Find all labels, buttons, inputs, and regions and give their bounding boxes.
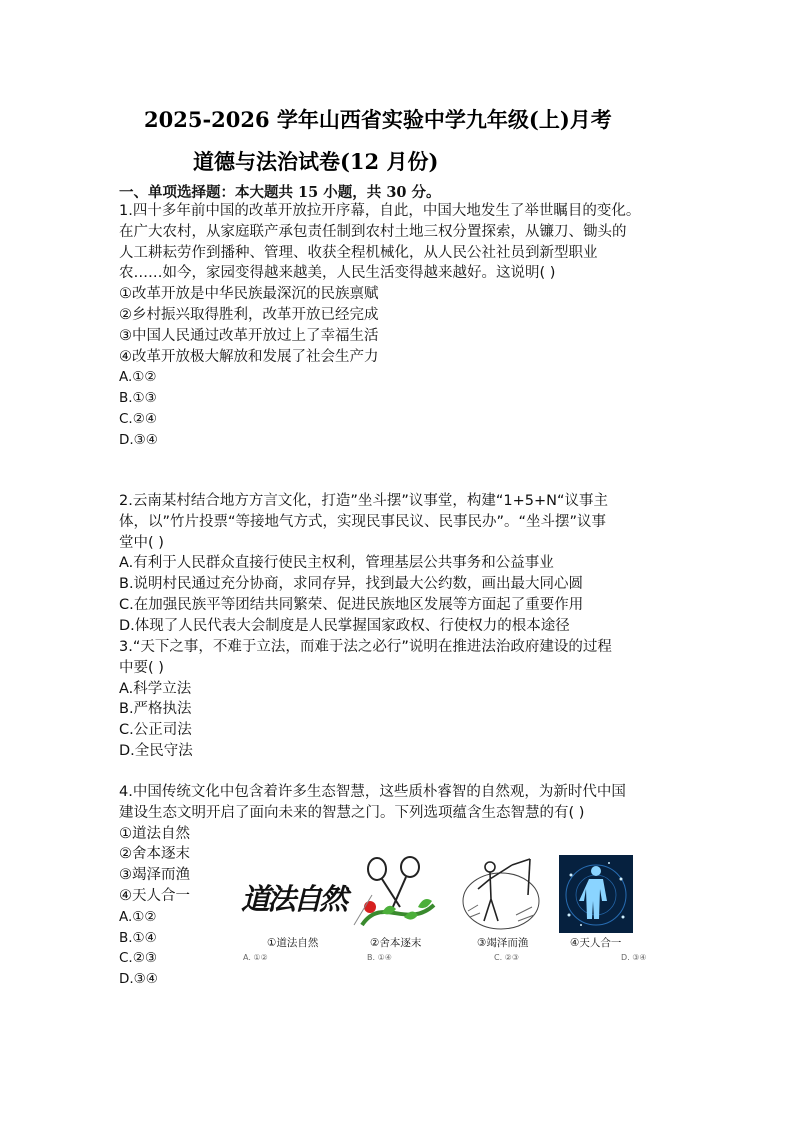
- statement-3: ③中国人民通过改革开放过上了幸福生活: [119, 327, 379, 344]
- question-text-line: 体，以”竹片投票“等接地气方式，实现民事民议、民事民办”。“坐斗摆”议事: [119, 513, 607, 530]
- option-b: B.①③: [119, 390, 157, 407]
- statement-4: ④天人合一: [119, 887, 190, 904]
- option-d: D.③④: [119, 431, 158, 448]
- statement-1: ①改革开放是中华民族最深沉的民族禀赋: [119, 286, 379, 303]
- calligraphy-text: 道法自然: [241, 882, 346, 916]
- option-b: B.说明村民通过充分协商，求同存异，找到最大公约数，画出最大同心圆: [119, 576, 584, 593]
- question-text-line: 1.四十多年前中国的改革开放拉开序幕，自此，中国大地发生了举世瞩目的变化。: [119, 203, 641, 219]
- question-text-line: 在广大农村，从家庭联产承包责任制到农村土地三权分置探索，从镰刀、锄头的: [119, 223, 627, 240]
- option-a: A.①②: [119, 908, 157, 925]
- question-3: [119, 637, 679, 762]
- question-text-line: 人工耕耘劳作到播种、管理、收获全程机械化，从人民公社社员到新型职业: [119, 244, 598, 261]
- question-text-line: 建设生态文明开启了面向未来的智慧之门。下列选项蕴含生态智慧的有( ): [119, 804, 585, 821]
- figure-caption-3: ③竭泽而渔: [477, 937, 529, 949]
- exam-subtitle: 道德与法治试卷(12 月份): [193, 149, 439, 174]
- question-text-line: 3.“天下之事，不难于立法，而难于法之必行”说明在推进法治政府建设的过程: [119, 639, 612, 655]
- question-4-figure: [237, 855, 657, 967]
- figure-caption-2: ②舍本逐末: [370, 937, 422, 949]
- option-a: A.科学立法: [119, 680, 192, 697]
- figure-caption-1: ①道法自然: [267, 937, 319, 949]
- option-a: A.有利于人民群众直接行使民主权利，管理基层公共事务和公益事业: [119, 555, 554, 572]
- question-text-line: 中要( ): [119, 659, 164, 676]
- figure-caption-4: ④天人合一: [570, 937, 622, 949]
- option-b: B.①④: [119, 929, 157, 946]
- section-heading: 一、单项选择题：本大题共 15 小题，共 30 分。: [119, 184, 441, 201]
- fisherman-sketch-image: [460, 855, 542, 939]
- statement-2: ②乡村振兴取得胜利，改革开放已经完成: [119, 306, 379, 323]
- question-text-line: 堂中( ): [119, 534, 164, 551]
- option-d: D.③④: [119, 971, 158, 988]
- option-d: D.体现了人民代表大会制度是人民掌握国家政权、行使权力的根本途径: [119, 617, 570, 634]
- exam-title: 2025-2026 学年山西省实验中学九年级(上)月考: [144, 107, 612, 132]
- question-2: [119, 491, 679, 637]
- question-text-line: 2.云南某村结合地方方言文化，打造”坐斗摆”议事堂，构建“1+5+N“议事主: [119, 493, 608, 509]
- question-text-line: 农……如今，家园变得越来越美，人民生活变得越来越好。这说明( ): [119, 265, 556, 282]
- statement-1: ①道法自然: [119, 825, 190, 842]
- option-c: C.②④: [119, 410, 157, 427]
- figure-option-c: C. ②③: [494, 953, 520, 962]
- figure-option-a: A. ①②: [243, 953, 268, 962]
- question-text-line: 4.中国传统文化中包含着许多生态智慧，这些质朴睿智的自然观，为新时代中国: [119, 784, 626, 800]
- human-figure-network-image: [559, 855, 633, 937]
- option-c: C.公正司法: [119, 722, 192, 739]
- question-1: [119, 201, 679, 451]
- option-b: B.严格执法: [119, 701, 192, 718]
- option-a: A.①②: [119, 369, 157, 386]
- option-c: C.在加强民族平等团结共同繁荣、促进民族地区发展等方面起了重要作用: [119, 596, 584, 613]
- option-c: C.②③: [119, 950, 157, 967]
- calligraphy-image: [241, 877, 345, 918]
- statement-4: ④改革开放极大解放和发展了社会生产力: [119, 348, 379, 365]
- option-d: D.全民守法: [119, 742, 193, 759]
- figure-option-d: D. ③④: [621, 953, 647, 962]
- statement-2: ②舍本逐末: [119, 846, 190, 863]
- statement-3: ③竭泽而渔: [119, 867, 190, 884]
- figure-option-b: B. ①④: [367, 953, 392, 962]
- scissors-plant-image: [352, 855, 444, 939]
